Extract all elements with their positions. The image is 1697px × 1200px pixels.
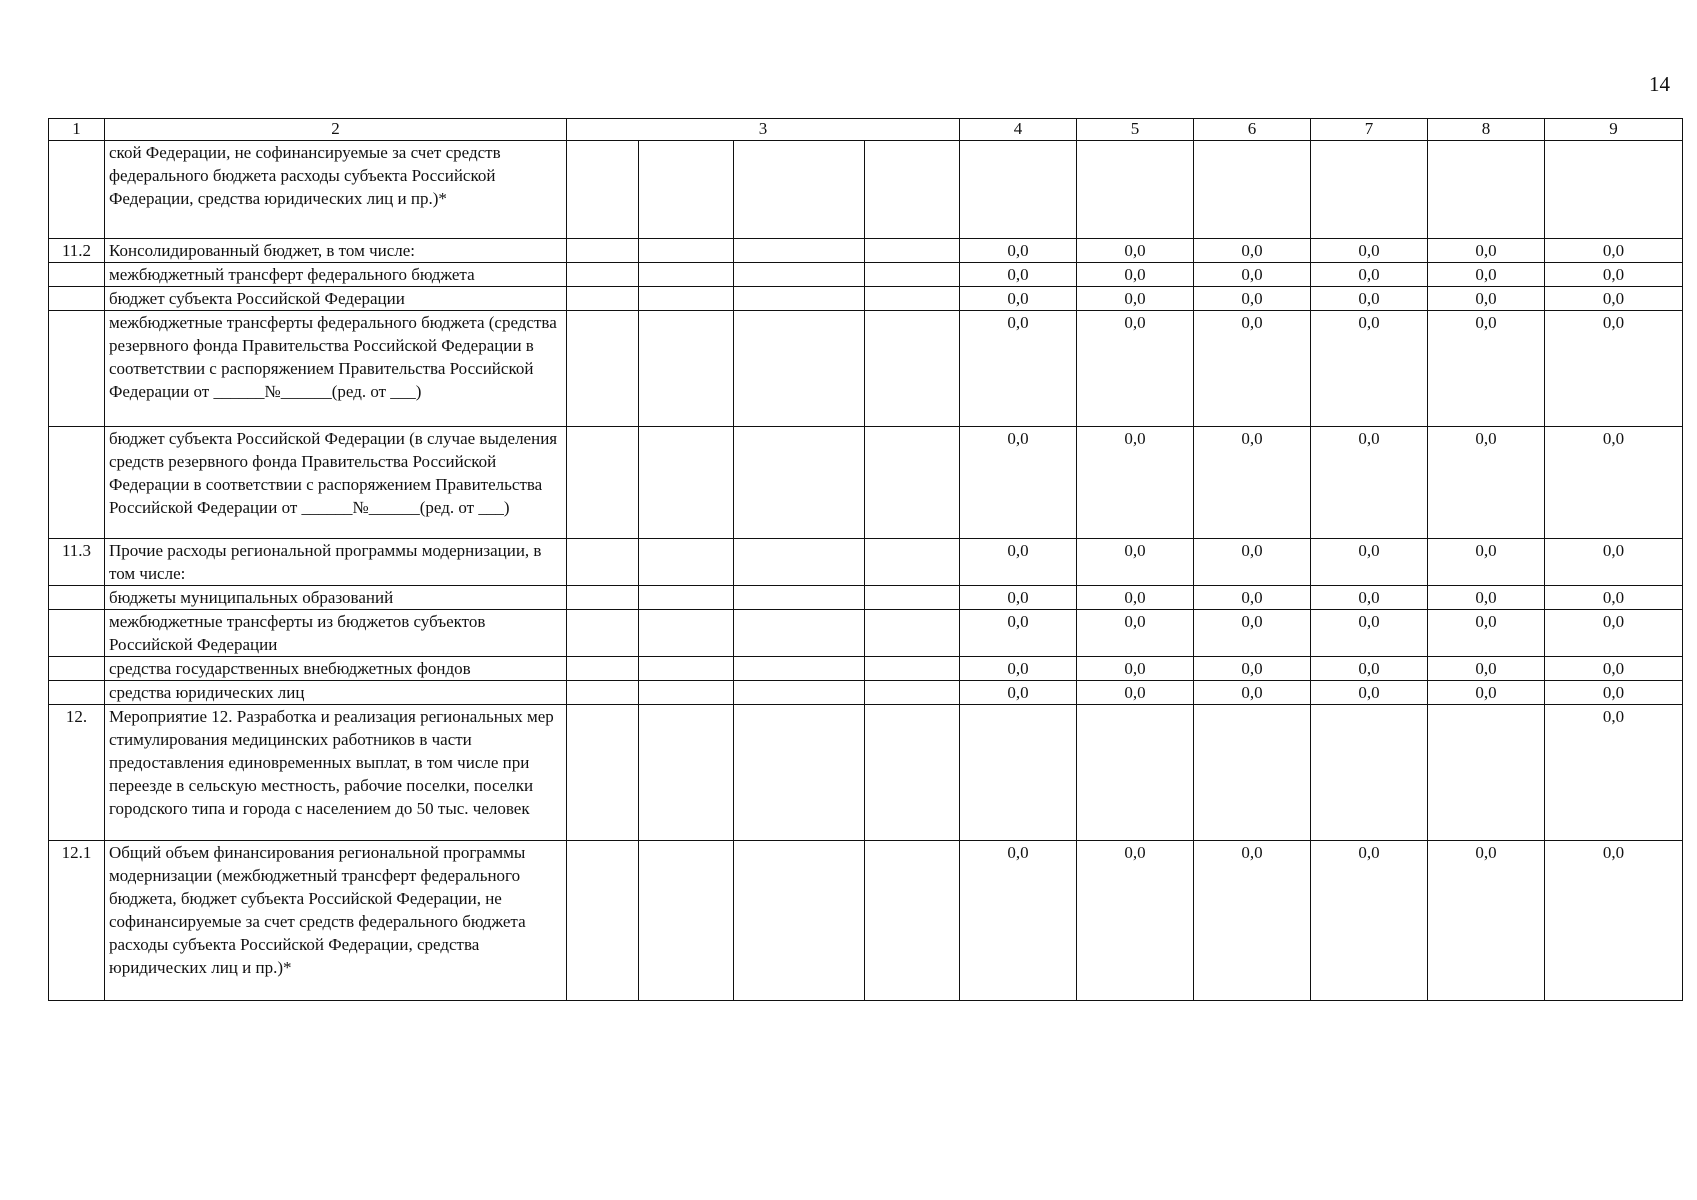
value-cell-col-7: 0,0	[1311, 263, 1428, 287]
row-number: 12.	[49, 705, 105, 841]
value-cell-col-4: 0,0	[960, 263, 1077, 287]
value-cell-col-6: 0,0	[1194, 539, 1311, 586]
value-cell-col-7: 0,0	[1311, 287, 1428, 311]
value-cell-col-7: 0,0	[1311, 681, 1428, 705]
value-cell-col-7: 0,0	[1311, 427, 1428, 539]
col3-subcell	[567, 263, 639, 287]
value-cell-col-9: 0,0	[1545, 239, 1683, 263]
header-col-8: 8	[1428, 119, 1545, 141]
table-row	[49, 705, 1683, 841]
value-cell-col-6: 0,0	[1194, 841, 1311, 1001]
header-col-4: 4	[960, 119, 1077, 141]
table-row	[49, 263, 1683, 287]
row-number	[49, 263, 105, 287]
col3-subcell	[734, 586, 865, 610]
col3-subcell	[734, 705, 865, 841]
value-cell-col-5: 0,0	[1077, 610, 1194, 657]
value-cell-col-8: 0,0	[1428, 657, 1545, 681]
value-cell-col-8	[1428, 141, 1545, 239]
table-row	[49, 586, 1683, 610]
col3-subcell	[639, 239, 734, 263]
col3-subcell	[865, 657, 960, 681]
col3-subcell	[567, 681, 639, 705]
value-cell-col-5: 0,0	[1077, 539, 1194, 586]
value-cell-col-6: 0,0	[1194, 586, 1311, 610]
value-cell-col-5: 0,0	[1077, 311, 1194, 427]
value-cell-col-7	[1311, 141, 1428, 239]
row-description: Общий объем финансирования региональной программы модернизации (межбюджетный трансферт федерального бюджета, бюджет субъекта Российской Федерации, не софинансируемые за счет средств федерального бюджета расходы субъекта Российской Федерации, средства юридических лиц и пр.)*	[105, 841, 567, 1001]
header-col-5: 5	[1077, 119, 1194, 141]
col3-subcell	[639, 539, 734, 586]
col3-subcell	[865, 539, 960, 586]
budget-table	[48, 118, 1683, 1001]
page-number: 14	[1649, 72, 1670, 96]
row-number: 12.1	[49, 841, 105, 1001]
value-cell-col-7: 0,0	[1311, 610, 1428, 657]
col3-subcell	[734, 427, 865, 539]
value-cell-col-7	[1311, 705, 1428, 841]
table-row	[49, 610, 1683, 657]
value-cell-col-9	[1545, 141, 1683, 239]
value-cell-col-8: 0,0	[1428, 841, 1545, 1001]
value-cell-col-4	[960, 141, 1077, 239]
col3-subcell	[865, 705, 960, 841]
row-description: бюджеты муниципальных образований	[105, 586, 567, 610]
value-cell-col-5: 0,0	[1077, 657, 1194, 681]
row-description: Консолидированный бюджет, в том числе:	[105, 239, 567, 263]
value-cell-col-8: 0,0	[1428, 539, 1545, 586]
row-description: средства юридических лиц	[105, 681, 567, 705]
value-cell-col-6: 0,0	[1194, 263, 1311, 287]
table-row	[49, 287, 1683, 311]
row-description: межбюджетный трансферт федерального бюджета	[105, 263, 567, 287]
value-cell-col-5: 0,0	[1077, 841, 1194, 1001]
value-cell-col-9: 0,0	[1545, 610, 1683, 657]
value-cell-col-7: 0,0	[1311, 239, 1428, 263]
row-description: Прочие расходы региональной программы модернизации, в том числе:	[105, 539, 567, 586]
col3-subcell	[567, 311, 639, 427]
header-col-6: 6	[1194, 119, 1311, 141]
row-description: средства государственных внебюджетных фондов	[105, 657, 567, 681]
value-cell-col-4: 0,0	[960, 841, 1077, 1001]
value-cell-col-9: 0,0	[1545, 586, 1683, 610]
value-cell-col-9: 0,0	[1545, 705, 1683, 841]
col3-subcell	[639, 657, 734, 681]
col3-subcell	[639, 841, 734, 1001]
row-number	[49, 681, 105, 705]
value-cell-col-5: 0,0	[1077, 586, 1194, 610]
col3-subcell	[865, 841, 960, 1001]
value-cell-col-4: 0,0	[960, 311, 1077, 427]
col3-subcell	[567, 539, 639, 586]
row-description: бюджет субъекта Российской Федерации	[105, 287, 567, 311]
value-cell-col-8: 0,0	[1428, 263, 1545, 287]
col3-subcell	[639, 427, 734, 539]
value-cell-col-4: 0,0	[960, 239, 1077, 263]
value-cell-col-6	[1194, 705, 1311, 841]
table-row	[49, 539, 1683, 586]
row-description: межбюджетные трансферты из бюджетов субъектов Российской Федерации	[105, 610, 567, 657]
col3-subcell	[734, 239, 865, 263]
table-row	[49, 239, 1683, 263]
row-number	[49, 610, 105, 657]
value-cell-col-7: 0,0	[1311, 539, 1428, 586]
value-cell-col-7: 0,0	[1311, 657, 1428, 681]
col3-subcell	[639, 263, 734, 287]
value-cell-col-5: 0,0	[1077, 427, 1194, 539]
col3-subcell	[734, 610, 865, 657]
header-col-1: 1	[49, 119, 105, 141]
col3-subcell	[865, 427, 960, 539]
col3-subcell	[567, 586, 639, 610]
value-cell-col-9: 0,0	[1545, 263, 1683, 287]
value-cell-col-7: 0,0	[1311, 841, 1428, 1001]
col3-subcell	[639, 311, 734, 427]
col3-subcell	[865, 610, 960, 657]
value-cell-col-5: 0,0	[1077, 239, 1194, 263]
value-cell-col-4: 0,0	[960, 610, 1077, 657]
col3-subcell	[567, 427, 639, 539]
value-cell-col-9: 0,0	[1545, 287, 1683, 311]
value-cell-col-4: 0,0	[960, 539, 1077, 586]
value-cell-col-7: 0,0	[1311, 311, 1428, 427]
value-cell-col-6: 0,0	[1194, 681, 1311, 705]
value-cell-col-9: 0,0	[1545, 311, 1683, 427]
value-cell-col-4: 0,0	[960, 586, 1077, 610]
table-row	[49, 657, 1683, 681]
value-cell-col-8	[1428, 705, 1545, 841]
row-number	[49, 427, 105, 539]
col3-subcell	[639, 681, 734, 705]
col3-subcell	[865, 586, 960, 610]
value-cell-col-9: 0,0	[1545, 841, 1683, 1001]
row-description: бюджет субъекта Российской Федерации (в случае выделения средств резервного фонда Правительства Российской Федерации в соответствии с распоряжением Правительства Российской Федерации от ______№______(ред. от ___)	[105, 427, 567, 539]
col3-subcell	[567, 141, 639, 239]
header-col-2: 2	[105, 119, 567, 141]
value-cell-col-4: 0,0	[960, 427, 1077, 539]
value-cell-col-4: 0,0	[960, 287, 1077, 311]
value-cell-col-5	[1077, 705, 1194, 841]
col3-subcell	[734, 311, 865, 427]
value-cell-col-6: 0,0	[1194, 311, 1311, 427]
table-row	[49, 311, 1683, 427]
col3-subcell	[639, 705, 734, 841]
col3-subcell	[734, 141, 865, 239]
value-cell-col-5: 0,0	[1077, 263, 1194, 287]
col3-subcell	[639, 610, 734, 657]
row-number	[49, 657, 105, 681]
col3-subcell	[865, 141, 960, 239]
table-row	[49, 427, 1683, 539]
value-cell-col-8: 0,0	[1428, 427, 1545, 539]
col3-subcell	[865, 263, 960, 287]
value-cell-col-4: 0,0	[960, 657, 1077, 681]
value-cell-col-8: 0,0	[1428, 287, 1545, 311]
table-row	[49, 841, 1683, 1001]
value-cell-col-7: 0,0	[1311, 586, 1428, 610]
value-cell-col-8: 0,0	[1428, 239, 1545, 263]
value-cell-col-5	[1077, 141, 1194, 239]
col3-subcell	[734, 657, 865, 681]
row-number	[49, 311, 105, 427]
row-number: 11.2	[49, 239, 105, 263]
value-cell-col-4: 0,0	[960, 681, 1077, 705]
value-cell-col-8: 0,0	[1428, 610, 1545, 657]
col3-subcell	[567, 287, 639, 311]
col3-subcell	[865, 311, 960, 427]
value-cell-col-6: 0,0	[1194, 287, 1311, 311]
value-cell-col-9: 0,0	[1545, 427, 1683, 539]
row-description: межбюджетные трансферты федерального бюджета (средства резервного фонда Правительства Российской Федерации в соответствии с распоряжением Правительства Российской Федерации от ______№______(ред. от ___)	[105, 311, 567, 427]
value-cell-col-8: 0,0	[1428, 681, 1545, 705]
col3-subcell	[639, 141, 734, 239]
value-cell-col-5: 0,0	[1077, 681, 1194, 705]
value-cell-col-9: 0,0	[1545, 657, 1683, 681]
value-cell-col-6: 0,0	[1194, 610, 1311, 657]
col3-subcell	[865, 681, 960, 705]
header-col-9: 9	[1545, 119, 1683, 141]
value-cell-col-6: 0,0	[1194, 239, 1311, 263]
row-description: Мероприятие 12. Разработка и реализация региональных мер стимулирования медицинских работников в части предоставления единовременных выплат, в том числе при переезде в сельскую местность, рабочие поселки, поселки городского типа и города с населением до 50 тыс. человек	[105, 705, 567, 841]
col3-subcell	[734, 539, 865, 586]
value-cell-col-6	[1194, 141, 1311, 239]
col3-subcell	[567, 705, 639, 841]
col3-subcell	[567, 657, 639, 681]
value-cell-col-5: 0,0	[1077, 287, 1194, 311]
value-cell-col-9: 0,0	[1545, 681, 1683, 705]
row-number: 11.3	[49, 539, 105, 586]
row-number	[49, 586, 105, 610]
value-cell-col-6: 0,0	[1194, 657, 1311, 681]
col3-subcell	[865, 239, 960, 263]
col3-subcell	[567, 841, 639, 1001]
col3-subcell	[734, 287, 865, 311]
table-row	[49, 681, 1683, 705]
row-number	[49, 141, 105, 239]
header-row	[49, 119, 1683, 141]
header-col-3: 3	[567, 119, 960, 141]
row-description: ской Федерации, не софинансируемые за счет средств федерального бюджета расходы субъекта Российской Федерации, средства юридических лиц и пр.)*	[105, 141, 567, 239]
table-row	[49, 141, 1683, 239]
header-col-7: 7	[1311, 119, 1428, 141]
col3-subcell	[734, 841, 865, 1001]
col3-subcell	[734, 681, 865, 705]
row-number	[49, 287, 105, 311]
value-cell-col-8: 0,0	[1428, 586, 1545, 610]
col3-subcell	[734, 263, 865, 287]
value-cell-col-8: 0,0	[1428, 311, 1545, 427]
col3-subcell	[567, 239, 639, 263]
col3-subcell	[639, 586, 734, 610]
col3-subcell	[865, 287, 960, 311]
value-cell-col-6: 0,0	[1194, 427, 1311, 539]
value-cell-col-4	[960, 705, 1077, 841]
col3-subcell	[567, 610, 639, 657]
col3-subcell	[639, 287, 734, 311]
value-cell-col-9: 0,0	[1545, 539, 1683, 586]
